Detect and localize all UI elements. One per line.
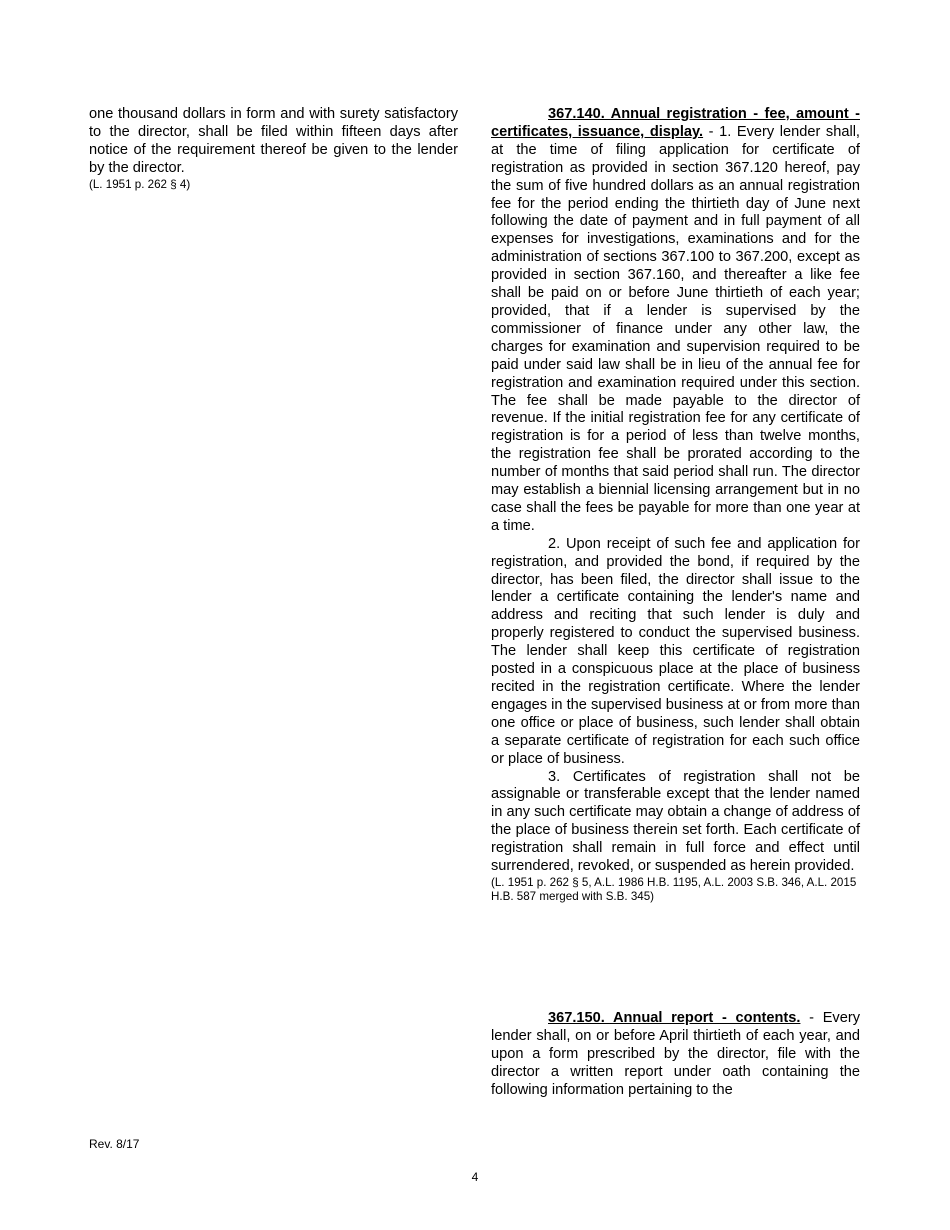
revision-label: Rev. 8/17 (89, 1137, 140, 1151)
section-140-para1 (491, 106, 860, 536)
page-number: 4 (471, 1170, 479, 1184)
section-150-para (491, 1010, 860, 1100)
section-140-para3: 3. Certificates of registration shall not be assignable or transferable except that the lender named in any such certificate may obtain a change of address of the place of business therein set forth. Each certificate of registration shall remain in full force and effect until surrendered, revoked, or suspended as herein provided. (491, 768, 860, 875)
section-150 (491, 1010, 860, 1100)
section-140-para1-text: - 1. Every lender shall, at the time of filing application for certificate of registration as provided in section 367.120 hereof, pay the sum of five hundred dollars as an annual registration fee for the period ending the thirtieth day of June next following the date of payment and in full payment of all expenses for investigations, examinations and for the administration of sections 367.100 to 367.200, except as provided in section 367.160, and thereafter a like fee shall be paid on or before June thirtieth of each year; provided, that if a lender is supervised by the commissioner of finance under any other law, the charges for examination and supervision required to be paid under said law shall be in lieu of the annual fee for registration and examination required under this section. The fee shall be made payable to the director of revenue. If the initial registration fee for any certificate of registration is for a period of less than twelve months, the registration fee shall be prorated according to the number of months that said period shall run. The director may establish a biennial licensing arrangement but in no case shall the fees be payable for more than one year at a time. (491, 123, 860, 534)
left-paragraph: one thousand dollars in form and with surety satisfactory to the director, shall be filed within fifteen days after notice of the requirement thereof be given to the lender by the director. (89, 106, 458, 176)
section-140-heading: 367.140. Annual registration - fee, amount - certificates, issuance, display. (491, 106, 860, 140)
section-150-heading: 367.150. Annual report - contents. (548, 1010, 801, 1026)
section-140-citation: (L. 1951 p. 262 § 5, A.L. 1986 H.B. 1195, A.L. 2003 S.B. 346, A.L. 2015 H.B. 587 merged with S.B. 345) (491, 875, 857, 903)
left-citation: (L. 1951 p. 262 § 4) (89, 177, 191, 191)
right-column (491, 106, 860, 904)
left-column (89, 106, 458, 192)
section-140-para2: 2. Upon receipt of such fee and application for registration, and provided the bond, if required by the director, has been filed, the director shall issue to the lender a certificate containing the lender's name and address and reciting that such lender is duly and properly registered to conduct the supervised business. The lender shall keep this certificate of registration posted in a conspicuous place at the place of business recited in the registration certificate. Where the lender engages in the supervised business at or from more than one office or place of business, such lender shall obtain a separate certificate of registration for each such office or place of business. (491, 535, 860, 767)
section-150-text: - Every lender shall, on or before April thirtieth of each year, and upon a form prescribed by the director, file with the director a written report under oath containing the following information pertaining to the (491, 1010, 860, 1098)
